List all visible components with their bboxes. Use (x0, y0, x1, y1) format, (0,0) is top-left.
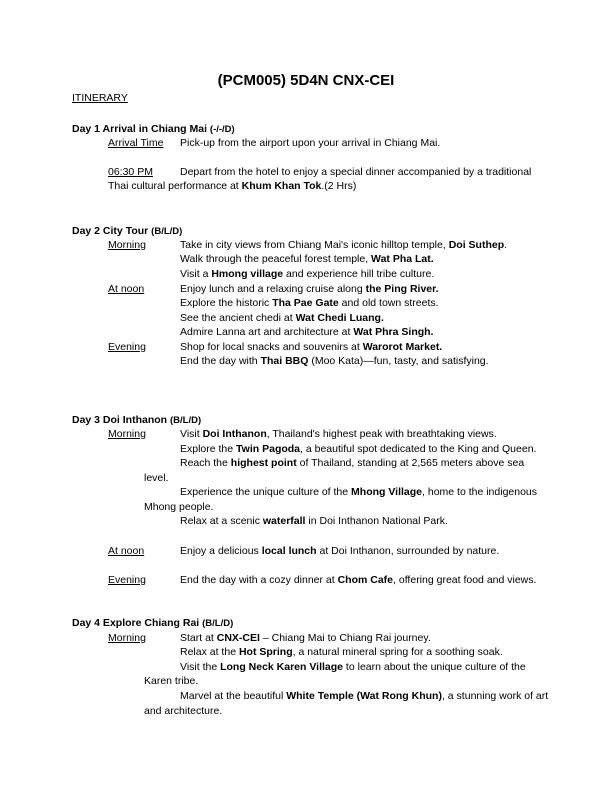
text-segment: Reach the (180, 457, 231, 469)
day-3-heading (72, 414, 201, 426)
day-4-line-cont (144, 675, 198, 687)
day-3-line-cont (144, 501, 213, 513)
text-segment: Depart from the hotel to enjoy a special dinner accompanied by a traditional (180, 166, 532, 178)
text-segment: to learn about the unique culture of the (343, 661, 526, 673)
day-1-label-arrival: Arrival Time (108, 137, 164, 149)
text-segment: , offering great food and views. (393, 574, 537, 586)
highlight: White Temple (Wat Rong Khun) (286, 690, 442, 702)
day-2-line (180, 312, 384, 324)
day-3-line (180, 515, 448, 527)
day-1-line-cont (108, 180, 356, 192)
day-3-line (180, 457, 524, 469)
day-2-line (180, 239, 507, 251)
day-2-title: Day 2 City Tour (72, 225, 149, 237)
day-3-line (180, 574, 536, 586)
text-segment: – Chiang Mai to Chiang Rai journey. (259, 632, 431, 644)
text-segment: Experience the unique culture of the (180, 486, 352, 498)
day-1-line (180, 137, 440, 149)
day-3-line-cont (144, 472, 169, 484)
highlight: Wat Phra Singh. (353, 326, 434, 338)
text-segment: , a stunning work of art (441, 690, 549, 702)
text-segment: Enjoy a delicious (180, 545, 262, 557)
day-1-title: Day 1 Arrival in Chiang Mai (72, 123, 207, 135)
highlight: Tha Pae Gate (272, 297, 339, 309)
highlight: Doi Suthep (448, 239, 505, 251)
highlight: Mhong Village (351, 486, 423, 498)
text-segment: Visit the (180, 661, 221, 673)
highlight: Hmong village (211, 268, 284, 280)
highlight: Warorot Market. (362, 341, 443, 353)
text-segment: Karen tribe. (144, 675, 199, 687)
day-2-label-noon: At noon (108, 283, 145, 295)
text-segment: Marvel at the beautiful (180, 690, 287, 702)
text-segment: Take in city views from Chiang Mai's iconic hilltop temple, (180, 239, 449, 251)
text-segment: End the day with (180, 355, 261, 367)
day-2-meals: (B/L/D) (151, 226, 183, 237)
highlight: Chom Cafe (337, 574, 394, 586)
text-segment: Shop for local snacks and souvenirs at (180, 341, 363, 353)
day-3-title: Day 3 Doi Inthanon (72, 414, 168, 426)
text-segment: Thai cultural performance at (108, 180, 242, 192)
day-4-heading (72, 617, 233, 629)
day-4-title: Day 4 Explore Chiang Rai (72, 617, 200, 629)
day-3-label-noon: At noon (108, 545, 145, 557)
text-segment: in Doi Inthanon National Park. (305, 515, 448, 527)
text-segment: See the ancient chedi at (180, 312, 296, 324)
highlight: Thai BBQ (260, 355, 309, 367)
day-4-line (180, 661, 526, 673)
day-4-line-cont (144, 705, 222, 717)
highlight: Long Neck Karen Village (220, 661, 344, 673)
text-segment: Explore the (180, 443, 237, 455)
highlight: Khum Khan Tok (241, 180, 322, 192)
highlight: Hot Spring (238, 646, 293, 658)
itinerary-subtitle: ITINERARY (72, 92, 128, 104)
day-2-line (180, 253, 434, 265)
page-title: (PCM005) 5D4N CNX-CEI (217, 72, 395, 89)
text-segment: , a beautiful spot dedicated to the King and Queen. (300, 443, 537, 455)
text-segment: Visit (180, 428, 203, 440)
highlight: Wat Chedi Luang. (295, 312, 384, 324)
highlight: local lunch (261, 545, 317, 557)
day-2-line (180, 355, 489, 367)
text-segment: Walk through the peaceful forest temple, (180, 253, 372, 265)
text-segment: Relax at a scenic (180, 515, 263, 527)
highlight: Twin Pagoda (236, 443, 301, 455)
day-3-line (180, 545, 499, 557)
day-4-line (180, 632, 431, 644)
day-2-line (180, 326, 433, 338)
text-segment: .(2 Hrs) (321, 180, 357, 192)
text-segment: , Thailand's highest peak with breathtaking views. (266, 428, 497, 440)
highlight: Wat Pha Lat. (371, 253, 434, 265)
day-2-line (180, 283, 439, 295)
day-4-line (180, 646, 503, 658)
day-3-meals: (B/L/D) (170, 415, 202, 426)
text-segment: End the day with a cozy dinner at (180, 574, 338, 586)
day-4-line (180, 690, 548, 702)
highlight: CNX-CEI (216, 632, 260, 644)
text-segment: and old town streets. (338, 297, 439, 309)
day-1-label-time: 06:30 PM (108, 166, 153, 178)
text-segment: , a natural mineral spring for a soothing soak. (292, 646, 503, 658)
day-2-label-morning: Morning (108, 239, 146, 251)
text-segment: . (504, 239, 508, 251)
text-segment: Relax at the (180, 646, 239, 658)
day-1-line (180, 166, 531, 178)
text-segment: at Doi Inthanon, surrounded by nature. (316, 545, 500, 557)
text-segment: Explore the historic (180, 297, 273, 309)
text-segment: (Moo Kata)—fun, tasty, and satisfying. (308, 355, 489, 367)
text-segment: Admire Lanna art and architecture at (180, 326, 354, 338)
text-segment: Enjoy lunch and a relaxing cruise along (180, 283, 366, 295)
day-3-line (180, 486, 537, 498)
day-2-line (180, 268, 434, 280)
highlight: waterfall (262, 515, 306, 527)
day-2-line (180, 341, 442, 353)
highlight: Doi Inthanon (202, 428, 267, 440)
day-2-heading (72, 225, 182, 237)
day-2-line (180, 297, 439, 309)
text-segment: Visit a (180, 268, 212, 280)
text-segment: level. (144, 472, 169, 484)
text-segment: , home to the indigenous (422, 486, 538, 498)
day-3-label-evening: Evening (108, 574, 146, 586)
day-4-meals: (B/L/D) (202, 618, 234, 629)
day-2-label-evening: Evening (108, 341, 146, 353)
text-segment: of Thailand, standing at 2,565 meters above sea (296, 457, 525, 469)
highlight: highest point (230, 457, 297, 469)
day-1-meals: (-/-/D) (209, 124, 235, 135)
text-segment: Start at (180, 632, 217, 644)
day-3-line (180, 428, 497, 440)
text-segment: Pick-up from the airport upon your arrival in Chiang Mai. (180, 137, 441, 149)
highlight: the Ping River. (365, 283, 439, 295)
day-1-heading (72, 123, 235, 135)
text-segment: and architecture. (144, 705, 223, 717)
day-4-label-morning: Morning (108, 632, 146, 644)
text-segment: and experience hill tribe culture. (283, 268, 435, 280)
day-3-label-morning: Morning (108, 428, 146, 440)
text-segment: Mhong people. (144, 501, 214, 513)
day-3-line (180, 443, 536, 455)
